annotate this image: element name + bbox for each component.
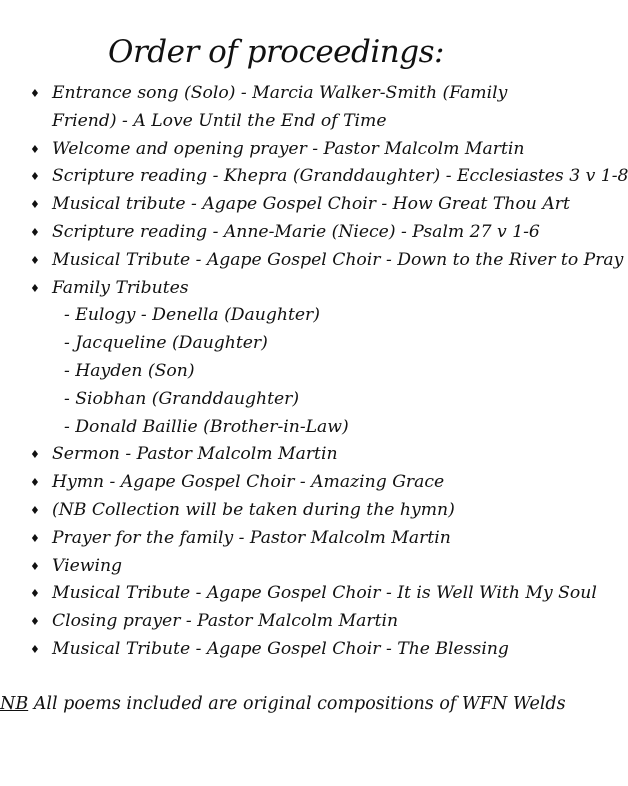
list-item-text: Scripture reading - Khepra (Granddaughter) - Ecclesiastes 3 v 1-8 (52, 166, 628, 187)
list-item (0, 191, 570, 219)
bullet-diamond-icon: ♦ (30, 476, 40, 490)
list-item-text: Welcome and opening prayer - Pastor Malcolm Martin (52, 138, 525, 159)
list-item (0, 636, 552, 664)
list-item (0, 219, 552, 247)
bullet-diamond-icon: ♦ (30, 531, 40, 545)
bullet-diamond-icon: ♦ (30, 253, 40, 267)
list-item-text: Scripture reading - Anne-Marie (Niece) - Psalm 27 v 1-6 (52, 221, 540, 242)
list-item (0, 580, 597, 608)
list-item (0, 469, 552, 497)
list-item-text: Musical tribute - Agape Gospel Choir - How Great Thou Art (52, 194, 570, 215)
sub-list-item: - Hayden (Son) (64, 360, 195, 381)
page-title: Order of proceedings: (108, 34, 444, 70)
list-item (0, 80, 552, 136)
bullet-diamond-icon: ♦ (30, 87, 40, 100)
bullet-diamond-icon: ♦ (30, 559, 40, 573)
list-item (0, 553, 552, 581)
list-item (0, 136, 552, 164)
list-item-text: Sermon - Pastor Malcolm Martin (52, 444, 338, 465)
bullet-diamond-icon: ♦ (30, 142, 40, 156)
list-item (0, 163, 628, 191)
footnote-text: All poems included are original compositions of WFN Welds (28, 694, 566, 714)
bullet-diamond-icon: ♦ (30, 225, 40, 239)
list-item-text: Musical Tribute - Agape Gospel Choir - Down to the River to Pray (52, 249, 624, 270)
list-item-text: Viewing (52, 555, 123, 576)
footnote (0, 692, 566, 716)
list-item-text: Family Tributes (52, 277, 189, 298)
list-item-text: (NB Collection will be taken during the hymn) (52, 499, 455, 520)
bullet-diamond-icon: ♦ (30, 281, 40, 295)
bullet-diamond-icon: ♦ (30, 642, 40, 656)
footnote-nb-label: NB (0, 694, 29, 714)
list-item (0, 525, 552, 553)
list-item (0, 275, 552, 303)
sub-list-item: - Siobhan (Granddaughter) (64, 388, 300, 409)
proceedings-list (0, 80, 628, 664)
sub-list-item: - Donald Baillie (Brother-in-Law) (64, 416, 349, 437)
list-item (0, 497, 552, 525)
bullet-diamond-icon: ♦ (30, 198, 40, 212)
bullet-diamond-icon: ♦ (30, 503, 40, 517)
bullet-diamond-icon: ♦ (30, 170, 40, 184)
bullet-diamond-icon: ♦ (30, 448, 40, 462)
list-item-text: Musical Tribute - Agape Gospel Choir - It is Well With My Soul (52, 583, 597, 604)
list-item-text: Musical Tribute - Agape Gospel Choir - The Blessing (52, 638, 509, 659)
list-item-text: Hymn - Agape Gospel Choir - Amazing Grace (52, 472, 445, 493)
list-item-text: Prayer for the family - Pastor Malcolm Martin (52, 527, 451, 548)
list-item (0, 608, 552, 636)
list-item-text: Closing prayer - Pastor Malcolm Martin (52, 611, 399, 632)
bullet-diamond-icon: ♦ (30, 587, 40, 601)
list-item (0, 247, 624, 275)
bullet-diamond-icon: ♦ (30, 615, 40, 629)
sub-list-item: - Jacqueline (Daughter) (64, 333, 268, 354)
list-item-text: Entrance song (Solo) - Marcia Walker-Smith (Family Friend) - A Love Until the End of Time (52, 83, 508, 131)
list-item (0, 441, 552, 469)
sub-list-item: - Eulogy - Denella (Daughter) (64, 305, 320, 326)
